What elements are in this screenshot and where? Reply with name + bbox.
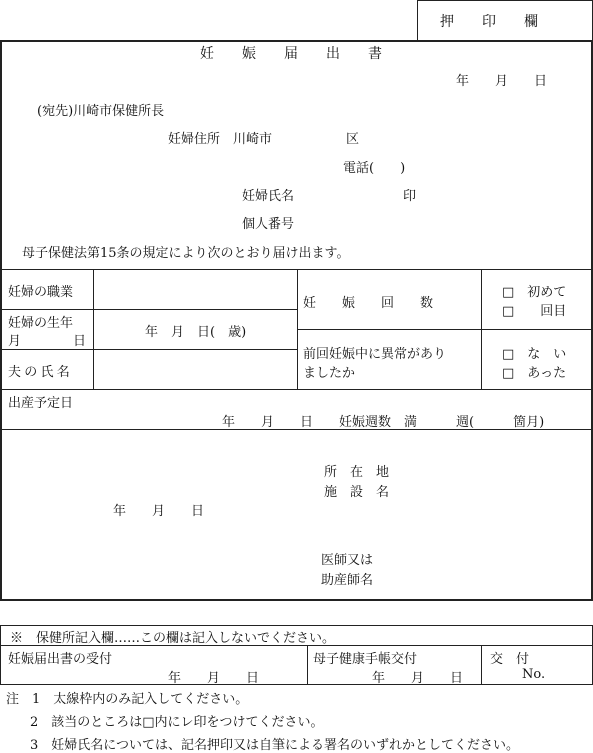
id-number-label: 個人番号 — [242, 217, 295, 232]
checkbox-nth-time[interactable]: □ 回目 — [502, 304, 567, 319]
submission-date-field[interactable]: 年 月 日 — [456, 74, 548, 89]
abnormality-question-2: ましたか — [303, 366, 356, 381]
addressee: (宛先)川崎市保健所長 — [37, 104, 165, 119]
location-label: 所 在 地 — [324, 465, 390, 480]
receipt-label: 妊娠届出書の受付 — [8, 652, 113, 667]
note-3: 3 妊婦氏名については、記名押印又は自筆による署名のいずれかとしてください。 — [30, 738, 520, 753]
doctor-label-1: 医師又は — [321, 553, 374, 568]
receipt-date: 年 月 日 — [168, 671, 260, 686]
stamp-box-label: 押 印 欄 — [440, 14, 538, 30]
form-title: 妊 娠 届 出 書 — [200, 46, 382, 62]
note-2: 2 該当のところは□内にレ印をつけてください。 — [30, 715, 324, 730]
husband-name-label: 夫の氏名 — [8, 365, 74, 380]
pregnancy-count-label: 妊 娠 回 数 — [303, 296, 434, 311]
due-date-label: 出産予定日 — [8, 396, 74, 411]
facility-label: 施 設 名 — [324, 485, 390, 500]
cert-date[interactable]: 年 月 日 — [113, 504, 205, 519]
seal-mark: 印 — [403, 189, 417, 204]
doctor-label-2: 助産師名 — [321, 573, 374, 588]
abnormality-question-1: 前回妊娠中に異常があり — [303, 347, 447, 362]
handbook-label: 母子健康手帳交付 — [313, 652, 418, 667]
birthdate-label-2: 月 日 — [8, 334, 87, 349]
ward-label: 区 — [346, 132, 360, 147]
occupation-label: 妊婦の職業 — [8, 285, 74, 300]
name-label: 妊婦氏名 — [242, 189, 295, 204]
office-header: ※ 保健所記入欄……この欄は記入しないでください。 — [10, 631, 336, 646]
birthdate-label-1: 妊婦の生年 — [8, 316, 74, 331]
checkbox-yes[interactable]: □ あった — [502, 366, 567, 381]
checkbox-none[interactable]: □ な い — [502, 347, 567, 362]
note-1: 注 1 太線枠内のみ記入してください。 — [6, 692, 249, 707]
handbook-date: 年 月 日 — [372, 671, 464, 686]
birthdate-field[interactable]: 年 月 日( 歳) — [145, 325, 247, 340]
phone-field[interactable]: 電話( ) — [343, 161, 406, 176]
issue-number: No. — [522, 667, 546, 682]
due-date-field[interactable]: 年 月 日 妊娠週数 満 週( 箇月) — [222, 415, 545, 430]
statement: 母子保健法第15条の規定により次のとおり届け出ます。 — [22, 246, 350, 261]
checkbox-first-time[interactable]: □ 初めて — [502, 285, 567, 300]
issue-label: 交 付 — [490, 652, 530, 667]
address-label: 妊婦住所 川崎市 — [168, 132, 273, 147]
